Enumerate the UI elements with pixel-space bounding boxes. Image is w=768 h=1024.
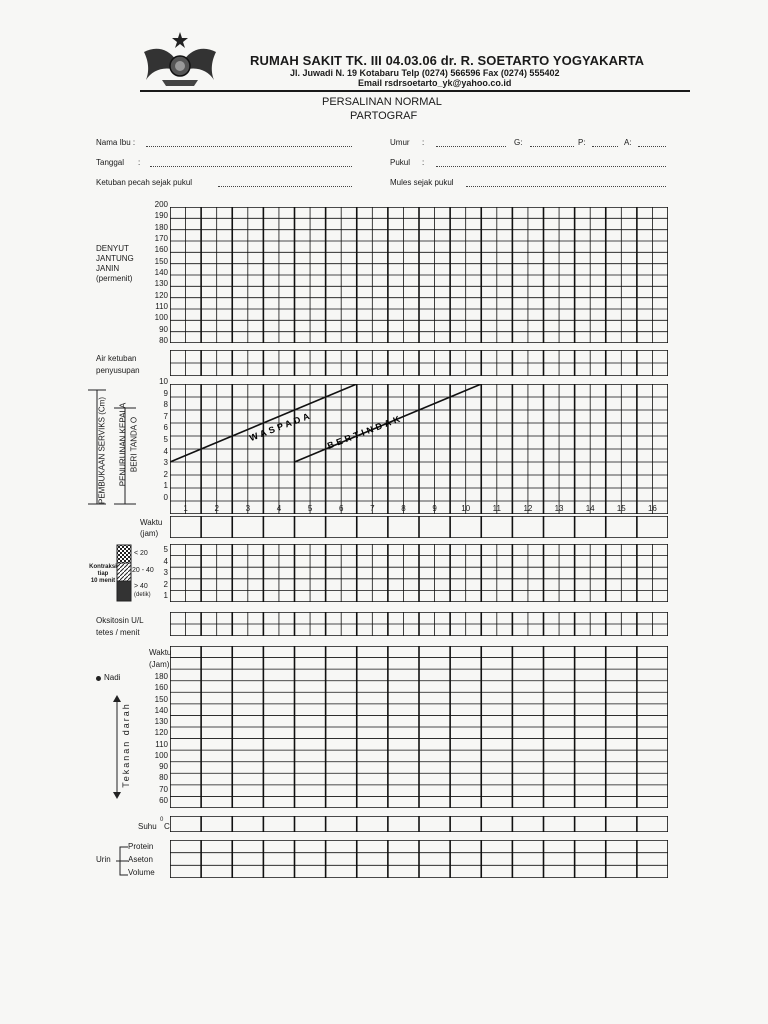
kontraksi-label: Kontraksi tiap 10 menit bbox=[89, 564, 117, 584]
cervix-tick-label: 3 bbox=[163, 458, 168, 468]
pukul-label: Pukul bbox=[390, 158, 411, 167]
tekanan-darah-label: Tekanan darah bbox=[121, 702, 131, 788]
waktu-label: Waktu bbox=[140, 518, 163, 527]
hour-label: 13 bbox=[554, 504, 564, 513]
vitals-tick-label: 140 bbox=[154, 705, 168, 715]
umur-colon: : bbox=[422, 138, 425, 147]
hour-label: 8 bbox=[401, 504, 406, 513]
temperature-grid[interactable] bbox=[170, 816, 668, 832]
a-label: A: bbox=[624, 138, 632, 147]
fhr-tick-label: 90 bbox=[159, 324, 168, 334]
cervix-tick-label: 0 bbox=[163, 493, 168, 502]
penurunan-kepala-label: PENURUNAN KEPALA bbox=[118, 402, 128, 487]
hour-label: 15 bbox=[616, 504, 626, 513]
document-title: PERSALINAN NORMAL bbox=[322, 96, 442, 108]
protein-label: Protein bbox=[128, 842, 154, 851]
bertindak-text: BERTINDAK bbox=[325, 412, 405, 451]
hour-label: 10 bbox=[461, 504, 471, 513]
fhr-tick-label: 140 bbox=[154, 268, 168, 277]
urine-grid[interactable] bbox=[170, 840, 668, 878]
cervix-tick-label: 2 bbox=[163, 469, 168, 479]
mules-field[interactable] bbox=[466, 178, 666, 187]
contraction-tick-label: 2 bbox=[163, 579, 168, 589]
air-ketuban-label: Air ketuban bbox=[96, 354, 137, 363]
cervix-tick-label: 10 bbox=[159, 377, 168, 386]
header-divider bbox=[140, 90, 690, 92]
oksitosin-label: Oksitosin U/L bbox=[96, 616, 144, 625]
cervix-tick-label: 5 bbox=[163, 435, 168, 444]
fhr-tick-label: 200 bbox=[154, 200, 168, 209]
hour-label: 11 bbox=[492, 504, 501, 513]
hour-label: 6 bbox=[338, 504, 344, 513]
jam-label: (jam) bbox=[140, 529, 159, 538]
fhr-tick-label: 80 bbox=[159, 336, 168, 345]
g-label: G: bbox=[514, 138, 523, 147]
vitals-tick-label: 110 bbox=[155, 739, 168, 749]
cervix-tick-label: 8 bbox=[163, 400, 168, 410]
tetes-label: tetes / menit bbox=[96, 628, 140, 637]
umur-label: Umur bbox=[390, 138, 410, 147]
penyusupan-label: penyusupan bbox=[96, 366, 140, 375]
hour-label: 16 bbox=[647, 504, 657, 513]
vitals-jam-label: (Jam) bbox=[149, 660, 170, 669]
legend-detik: (detik) bbox=[134, 592, 151, 598]
cervix-grid[interactable] bbox=[170, 384, 668, 514]
pembukaan-serviks-label: PEMBUKAAN SERVIKS (Cm) bbox=[97, 397, 107, 504]
hour-label: 12 bbox=[523, 504, 533, 513]
cervix-tick-label: 7 bbox=[163, 411, 168, 421]
ketuban-field[interactable] bbox=[218, 178, 352, 187]
fhr-tick-label: 190 bbox=[154, 211, 168, 221]
aseton-label: Aseton bbox=[128, 855, 153, 864]
mules-label: Mules sejak pukul bbox=[390, 178, 454, 187]
degree-symbol: 0 bbox=[160, 817, 164, 823]
vitals-tick-label: 120 bbox=[154, 728, 168, 738]
waspada-text: WASPADA bbox=[248, 409, 314, 444]
urin-label: Urin bbox=[96, 855, 111, 864]
vitals-grid[interactable] bbox=[170, 646, 668, 808]
tanggal-field[interactable] bbox=[150, 158, 352, 167]
hour-label: 4 bbox=[276, 504, 282, 513]
cervix-tick-label: 4 bbox=[163, 446, 168, 456]
amniotic-grid[interactable] bbox=[170, 350, 668, 376]
hour-label: 1 bbox=[183, 504, 188, 513]
cervix-tick-label: 9 bbox=[163, 388, 168, 398]
fetal-heart-grid[interactable] bbox=[170, 207, 668, 343]
nama-ibu-field[interactable] bbox=[146, 138, 352, 147]
contraction-grid[interactable] bbox=[170, 544, 668, 602]
hour-label: 5 bbox=[307, 504, 313, 513]
contraction-tick-label: 3 bbox=[163, 568, 168, 577]
volume-label: Volume bbox=[128, 868, 155, 877]
pukul-colon: : bbox=[422, 158, 425, 167]
p-field[interactable] bbox=[592, 138, 618, 147]
hospital-name: RUMAH SAKIT TK. III 04.03.06 dr. R. SOETARTO YOGYAKARTA bbox=[250, 53, 645, 68]
tanggal-label: Tanggal bbox=[96, 158, 125, 167]
hour-label: 2 bbox=[214, 504, 219, 513]
contraction-tick-label: 5 bbox=[163, 545, 168, 554]
hour-label: 9 bbox=[432, 504, 437, 513]
a-field[interactable] bbox=[638, 138, 666, 147]
vitals-tick-label: 130 bbox=[154, 717, 168, 727]
pukul-field[interactable] bbox=[436, 158, 666, 167]
tanggal-colon: : bbox=[138, 158, 141, 167]
legend-20-40: 20 - 40 bbox=[132, 567, 154, 574]
nadi-label: Nadi bbox=[104, 673, 121, 682]
contraction-tick-label: 1 bbox=[163, 591, 168, 600]
hour-label: 3 bbox=[245, 504, 251, 513]
vitals-tick-label: 60 bbox=[159, 796, 168, 805]
cervix-tick-label: 6 bbox=[163, 423, 168, 433]
vitals-tick-label: 160 bbox=[154, 683, 168, 693]
hospital-email: Email rsdrsoetarto_yk@yahoo.co.id bbox=[358, 78, 512, 88]
p-label: P: bbox=[578, 138, 586, 147]
fhr-tick-label: 170 bbox=[154, 234, 168, 243]
suhu-label: Suhu bbox=[138, 822, 157, 831]
fhr-tick-label: 110 bbox=[155, 302, 168, 311]
vitals-tick-label: 100 bbox=[154, 750, 168, 760]
g-field[interactable] bbox=[530, 138, 574, 147]
contraction-legend-swatches bbox=[116, 544, 132, 602]
fhr-tick-label: 180 bbox=[154, 222, 168, 232]
nadi-dot-icon bbox=[96, 676, 101, 681]
fhr-tick-label: 120 bbox=[154, 290, 168, 300]
fhr-tick-label: 100 bbox=[154, 313, 168, 323]
document-subtitle: PARTOGRAF bbox=[350, 110, 418, 122]
cervix-tick-label: 1 bbox=[163, 481, 168, 491]
hospital-address: Jl. Juwadi N. 19 Kotabaru Telp (0274) 566596 Fax (0274) 555402 bbox=[290, 68, 560, 78]
vitals-tick-label: 70 bbox=[159, 784, 168, 794]
vitals-tick-label: 80 bbox=[159, 773, 168, 783]
ketuban-label: Ketuban pecah sejak pukul bbox=[96, 178, 193, 187]
fhr-tick-label: 150 bbox=[154, 256, 168, 266]
hour-label: 14 bbox=[585, 504, 595, 513]
fetal-heart-label: DENYUT JANTUNG JANIN (permenit) bbox=[96, 244, 134, 283]
hospital-logo-emblem bbox=[140, 30, 220, 90]
beri-tanda-label: BERI TANDA O bbox=[129, 416, 139, 473]
nama-ibu-label: Nama Ibu : bbox=[96, 138, 136, 147]
legend-lt20: < 20 bbox=[134, 550, 148, 557]
hour-label: 7 bbox=[370, 504, 375, 513]
fhr-tick-label: 130 bbox=[154, 279, 168, 289]
oxytocin-grid[interactable] bbox=[170, 612, 668, 636]
vitals-tick-label: 90 bbox=[159, 762, 168, 772]
fhr-tick-label: 160 bbox=[154, 245, 168, 255]
time-row-grid[interactable] bbox=[170, 516, 668, 538]
legend-gt40: > 40 bbox=[134, 583, 148, 590]
contraction-tick-label: 4 bbox=[163, 556, 168, 566]
celsius-label: C bbox=[164, 822, 170, 831]
vitals-tick-label: 180 bbox=[154, 672, 168, 681]
umur-field[interactable] bbox=[436, 138, 506, 147]
vitals-tick-label: 150 bbox=[154, 694, 168, 704]
vitals-waktu-label: Waktu bbox=[149, 648, 172, 657]
